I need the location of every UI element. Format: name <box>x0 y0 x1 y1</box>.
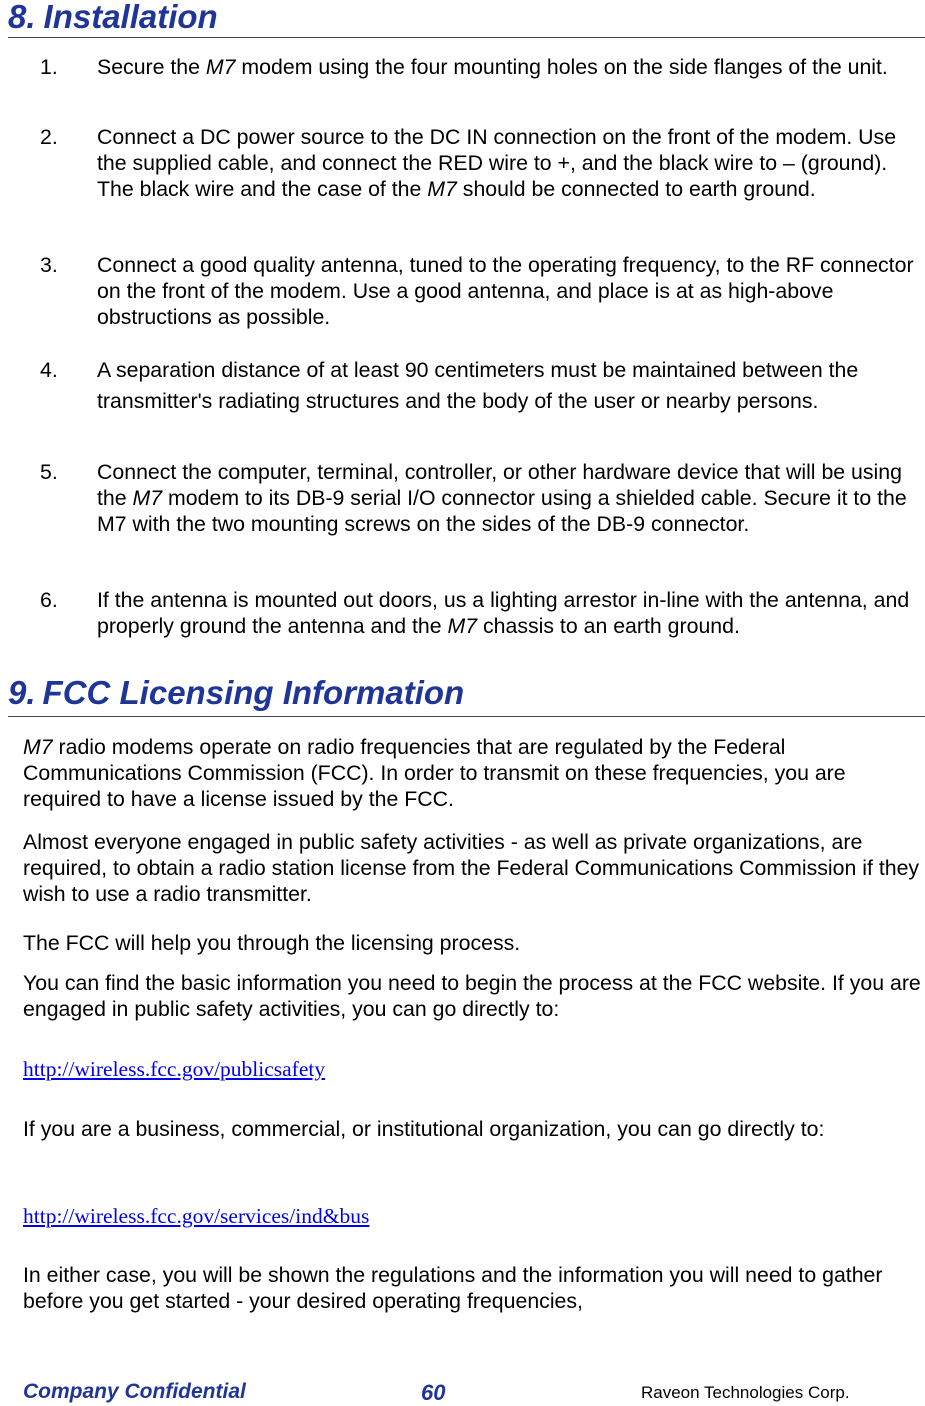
section-title: FCC Licensing Information <box>42 674 465 711</box>
company-name: Raveon Technologies Corp. <box>641 1383 850 1402</box>
section-8-heading <box>8 0 925 38</box>
section-number: 8. <box>8 0 36 35</box>
paragraph: Almost everyone engaged in public safety activities - as well as private organizations, are required, to obtain a radio station license from the Federal Communications Commission if they wish to use a radio transmitter. <box>23 830 920 906</box>
section-9-heading <box>8 676 925 717</box>
list-text: Secure the M7 modem using the four mounting holes on the side flanges of the unit. <box>97 55 888 79</box>
paragraph: The FCC will help you through the licensing process. <box>23 931 521 955</box>
list-number: 1. <box>40 55 58 79</box>
confidential-label: Company Confidential <box>23 1380 246 1403</box>
page-number: 60 <box>421 1380 446 1405</box>
section-number: 9. <box>8 674 36 711</box>
list-text: If the antenna is mounted out doors, us a lighting arrestor in-line with the antenna, and properly ground the antenna and the M7 chassis to an earth ground. <box>97 588 910 638</box>
list-number: 6. <box>40 588 58 612</box>
page-footer <box>23 1380 903 1406</box>
list-number: 4. <box>40 358 58 382</box>
paragraph: If you are a business, commercial, or institutional organization, you can go directly to: <box>23 1117 825 1141</box>
list-text: Connect a good quality antenna, tuned to the operating frequency, to the RF connector on the front of the modem. Use a good antenna, and place is at as high-above obstructions as possible. <box>97 253 914 329</box>
business-services-link[interactable]: http://wireless.fcc.gov/services/ind&bus <box>23 1204 370 1228</box>
paragraph: M7 radio modems operate on radio frequencies that are regulated by the Federal Communications Commission (FCC). In order to transmit on these frequencies, you are required to have a license issued by the FCC. <box>23 735 846 811</box>
paragraph: You can find the basic information you need to begin the process at the FCC website. If you are engaged in public safety activities, you can go directly to: <box>23 971 921 1021</box>
list-number: 3. <box>40 253 58 277</box>
list-text: A separation distance of at least 90 centimeters must be maintained between the transmitter's radiating structures and the body of the user or nearby persons. <box>97 358 859 413</box>
list-number: 2. <box>40 125 58 149</box>
public-safety-link[interactable]: http://wireless.fcc.gov/publicsafety <box>23 1057 326 1081</box>
paragraph: In either case, you will be shown the regulations and the information you will need to gather before you get started - your desired operating frequencies, <box>23 1263 883 1313</box>
list-number: 5. <box>40 460 58 484</box>
list-text: Connect the computer, terminal, controller, or other hardware device that will be using the M7 modem to its DB-9 serial I/O connector using a shielded cable. Secure it to the M7 with the two mounting screws on the sides of the DB-9 connector. <box>97 460 907 536</box>
section-title: Installation <box>43 0 218 35</box>
list-text: Connect a DC power source to the DC IN connection on the front of the modem. Use the supplied cable, and connect the RED wire to +, and the black wire to – (ground). The black wire and the case of the M7 should be connected to earth ground. <box>97 125 897 201</box>
